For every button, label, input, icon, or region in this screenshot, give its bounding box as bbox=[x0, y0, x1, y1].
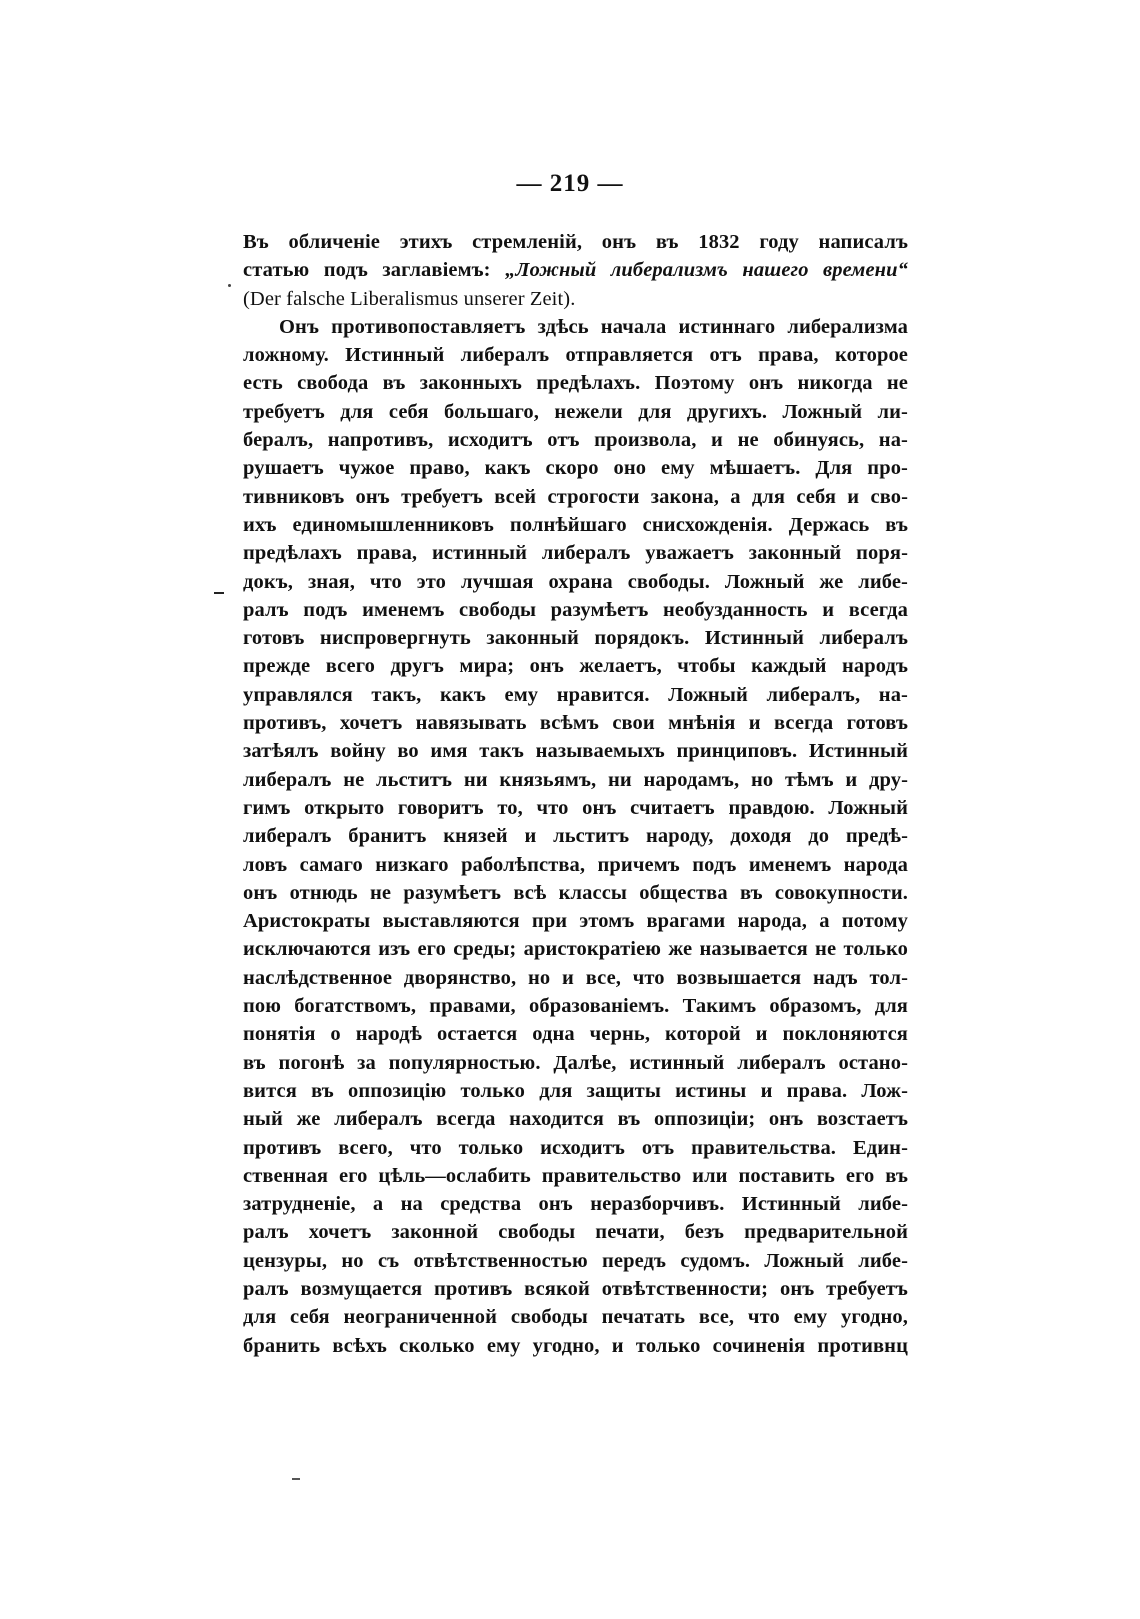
paragraph2-line: ралъ хочетъ законной свободы печати, безъ предварительной bbox=[243, 1221, 908, 1244]
paragraph2-line: понятія о народѣ остается одна чернь, которой и поклоняются bbox=[243, 1023, 908, 1046]
paragraph2-line: затрудненіе, а на средства онъ неразборчивъ. Истинный либе- bbox=[243, 1193, 908, 1216]
paragraph2-line: предѣлахъ права, истинный либералъ уважаетъ законный поря- bbox=[243, 542, 908, 565]
paragraph2-line: бранить всѣхъ сколько ему угодно, и только сочиненія противнц bbox=[243, 1334, 908, 1357]
scan-mark bbox=[292, 1478, 300, 1480]
paragraph2-line: ихъ единомышленниковъ полнѣйшаго снисхожденія. Держась въ bbox=[243, 513, 908, 536]
paragraph2-line: либералъ не льститъ ни князьямъ, ни народамъ, но тѣмъ и дру- bbox=[243, 768, 908, 791]
paragraph2-line: противъ, хочетъ навязывать всѣмъ свои мнѣнія и всегда готовъ bbox=[243, 712, 908, 735]
paragraph2-line: докъ, зная, что это лучшая охрана свободы. Ложный же либе- bbox=[243, 570, 908, 593]
paragraph2-line: есть свобода въ законныхъ предѣлахъ. Поэтому онъ никогда не bbox=[243, 372, 908, 395]
paragraph2 bbox=[243, 313, 908, 1360]
paragraph1-line2 bbox=[243, 256, 908, 284]
paragraph2-line: рушаетъ чужое право, какъ скоро оно ему мѣшаетъ. Для про- bbox=[243, 457, 908, 480]
paragraph2-line: пою богатствомъ, правами, образованіемъ. Такимъ образомъ, для bbox=[243, 995, 908, 1018]
paragraph2-line: противъ всего, что только исходитъ отъ правительства. Един- bbox=[243, 1136, 908, 1159]
paragraph2-line: ралъ подъ именемъ свободы разумѣетъ необузданность и всегда bbox=[243, 598, 908, 621]
paragraph2-line: затѣялъ войну во имя такъ называемыхъ принциповъ. Истинный bbox=[243, 740, 908, 763]
paragraph2-line: тивниковъ онъ требуетъ всей строгости закона, а для себя и сво- bbox=[243, 485, 908, 508]
paragraph2-line: управлялся такъ, какъ ему нравится. Ложный либералъ, на- bbox=[243, 683, 908, 706]
paragraph2-line: требуетъ для себя большаго, нежели для другихъ. Ложный ли- bbox=[243, 400, 908, 423]
paragraph2-line: готовъ ниспровергнуть законный порядокъ. Истинный либералъ bbox=[243, 627, 908, 650]
paragraph2-line: цензуры, но съ отвѣтственностью передъ судомъ. Ложный либе- bbox=[243, 1249, 908, 1272]
paragraph2-line: онъ отнюдь не разумѣетъ всѣ классы общества въ совокупности. bbox=[243, 881, 908, 904]
margin-mark-dash bbox=[214, 592, 224, 594]
paragraph2-line: ловъ самаго низкаго раболѣпства, причемъ подъ именемъ народа bbox=[243, 853, 908, 876]
paragraph2-line: ралъ возмущается противъ всякой отвѣтственности; онъ требуетъ bbox=[243, 1277, 908, 1300]
paragraph1-line3: (Der falsche Liberalismus unserer Zeit). bbox=[243, 287, 576, 310]
paragraph2-line: исключаются изъ его среды; аристократіею же называется не только bbox=[243, 938, 908, 961]
page-number: — 219 — bbox=[516, 170, 624, 197]
paragraph2-line: Онъ противопоставляетъ здѣсь начала истиннаго либерализма bbox=[279, 315, 908, 338]
paragraph2-line: наслѣдственное дворянство, но и все, что возвышается надъ тол- bbox=[243, 966, 908, 989]
paragraph2-line: бералъ, напротивъ, исходитъ отъ произвола, и не обинуясь, на- bbox=[243, 429, 908, 452]
paragraph2-line: для себя неограниченной свободы печатать все, что ему угодно, bbox=[243, 1306, 908, 1329]
page-body bbox=[243, 228, 908, 1360]
paragraph2-line: вится въ оппозицію только для защиты истины и права. Лож- bbox=[243, 1079, 908, 1102]
article-title-italic: „Ложный либерализмъ нашего времени“ bbox=[505, 259, 908, 282]
paragraph2-line: ственная его цѣль—ослабить правительство или поставить его въ bbox=[243, 1164, 908, 1187]
paragraph2-line: либералъ бранитъ князей и льститъ народу, доходя до предѣ- bbox=[243, 825, 908, 848]
paragraph2-line: прежде всего другъ мира; онъ желаетъ, чтобы каждый народъ bbox=[243, 655, 908, 678]
paragraph1-line2-prefix: статью подъ заглавіемъ: bbox=[243, 259, 506, 282]
paragraph2-line: ложному. Истинный либералъ отправляется отъ права, которое bbox=[243, 344, 908, 367]
paragraph2-line: въ погонѣ за популярностью. Далѣе, истинный либералъ остано- bbox=[243, 1051, 908, 1074]
paragraph2-line: гимъ открыто говоритъ то, что онъ считаетъ правдою. Ложный bbox=[243, 796, 908, 819]
paragraph2-line: Аристократы выставляются при этомъ врагами народа, а потому bbox=[243, 910, 908, 933]
paragraph2-line: ный же либералъ всегда находится въ оппозиціи; онъ возстаетъ bbox=[243, 1108, 908, 1131]
margin-mark-dot bbox=[228, 284, 231, 287]
paragraph1-line1: Въ обличеніе этихъ стремленій, онъ въ 1832 году написалъ bbox=[243, 231, 908, 253]
